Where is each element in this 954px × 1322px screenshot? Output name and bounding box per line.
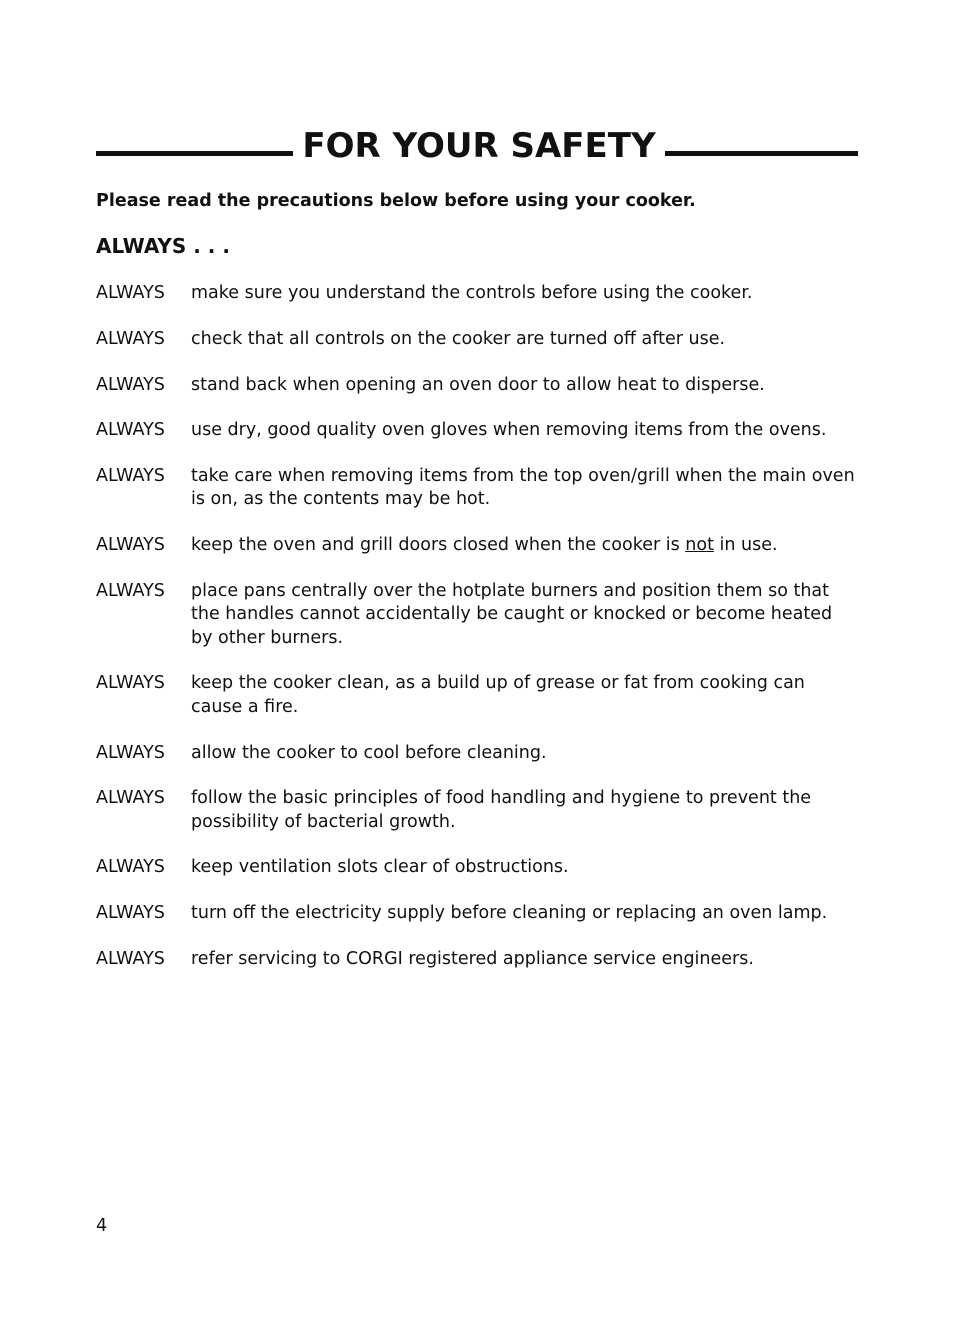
item-text: keep the cooker clean, as a build up of grease or fat from cooking can cause a fire. [191, 673, 805, 717]
item-label: ALWAYS [96, 374, 165, 395]
item-label: ALWAYS [96, 535, 165, 556]
list-item [96, 787, 856, 834]
intro-text: Please read the precautions below before using your cooker. [96, 191, 696, 211]
list-item [96, 742, 856, 765]
page-title: FOR YOUR SAFETY [302, 126, 656, 166]
item-text-underlined: not [685, 535, 714, 556]
item-label: ALWAYS [96, 857, 165, 878]
item-text: allow the cooker to cool before cleaning. [191, 742, 547, 763]
item-label: ALWAYS [96, 673, 165, 694]
item-label: ALWAYS [96, 949, 165, 970]
item-label: ALWAYS [96, 903, 165, 924]
item-label: ALWAYS [96, 328, 165, 349]
item-text: use dry, good quality oven gloves when removing items from the ovens. [191, 420, 827, 441]
list-item [96, 419, 856, 442]
list-item [96, 374, 856, 397]
item-label: ALWAYS [96, 420, 165, 441]
item-text: check that all controls on the cooker are turned off after use. [191, 328, 726, 349]
list-item [96, 465, 856, 512]
item-text-after: in use. [713, 535, 778, 556]
page-number: 4 [96, 1216, 108, 1236]
item-text: follow the basic principles of food handling and hygiene to prevent the possibility of bacterial growth. [191, 788, 812, 832]
item-label: ALWAYS [96, 742, 165, 763]
list-item [96, 672, 856, 719]
section-heading: ALWAYS . . . [96, 234, 230, 258]
title-rule-right [665, 151, 858, 156]
item-text: make sure you understand the controls before using the cooker. [191, 283, 753, 303]
item-text: refer servicing to CORGI registered appliance service engineers. [191, 949, 754, 970]
item-text: take care when removing items from the top oven/grill when the main oven is on, as the contents may be hot. [191, 466, 855, 510]
item-text: keep ventilation slots clear of obstructions. [191, 857, 569, 878]
list-item [96, 534, 856, 557]
item-text: turn off the electricity supply before cleaning or replacing an oven lamp. [191, 903, 828, 924]
list-item [96, 328, 856, 351]
item-label: ALWAYS [96, 581, 165, 602]
title-row [96, 124, 858, 172]
list-item [96, 856, 856, 879]
item-label: ALWAYS [96, 283, 165, 303]
list-item [96, 282, 856, 305]
item-text: stand back when opening an oven door to allow heat to disperse. [191, 374, 765, 395]
item-label: ALWAYS [96, 788, 165, 809]
list-item [96, 948, 856, 971]
list-item [96, 902, 856, 925]
item-text [191, 534, 856, 557]
item-text-before: keep the oven and grill doors closed when the cooker is [191, 535, 686, 556]
item-text: place pans centrally over the hotplate burners and position them so that the handles cannot accidentally be caught or knocked or become heated by other burners. [191, 581, 833, 648]
item-label: ALWAYS [96, 466, 165, 487]
precautions-list [96, 282, 856, 994]
list-item [96, 580, 856, 650]
title-rule-left [96, 151, 293, 156]
